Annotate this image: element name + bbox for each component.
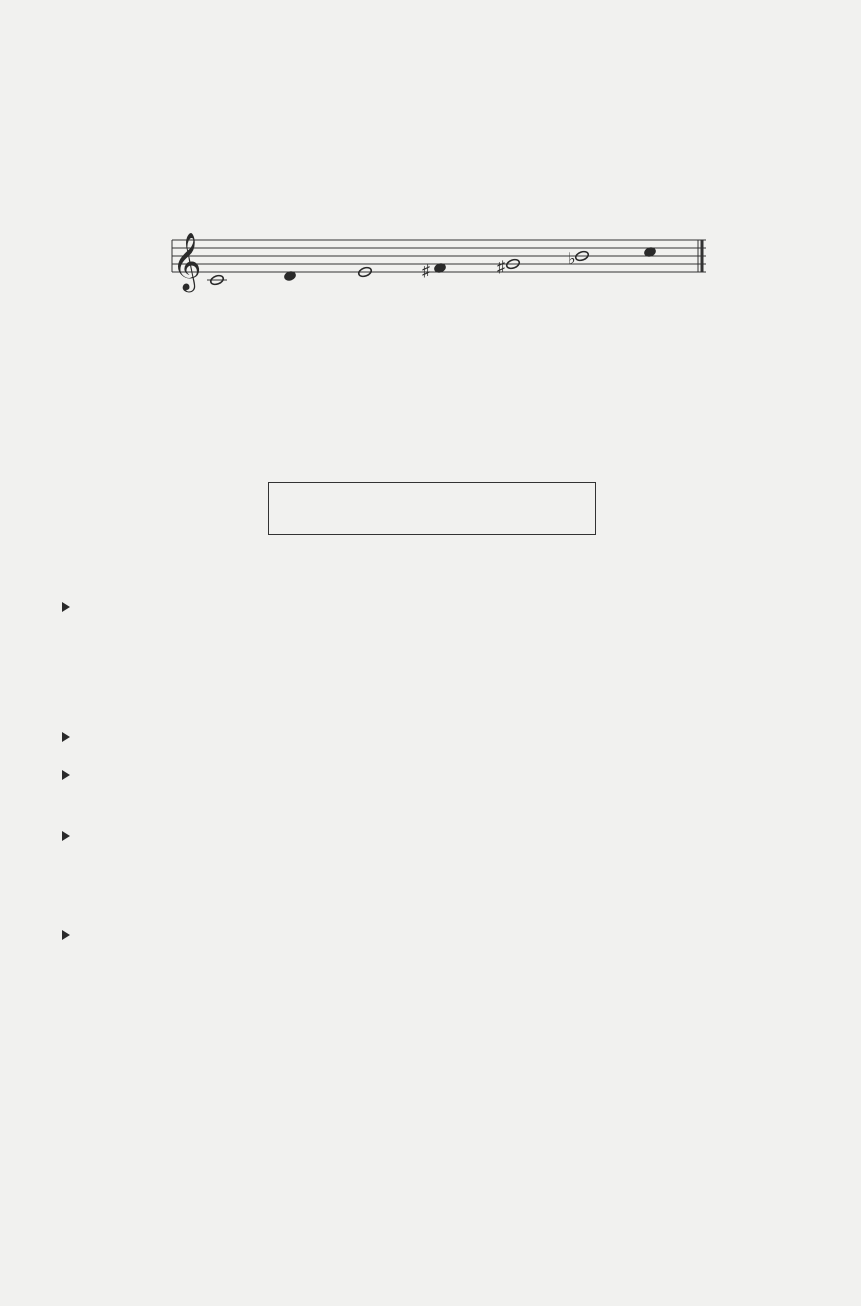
flat-bb: ♭ bbox=[568, 251, 576, 268]
bullet-triangle-icon bbox=[62, 831, 70, 841]
music-staff bbox=[160, 220, 720, 320]
bullet-triangle-icon bbox=[62, 930, 70, 940]
chord-box bbox=[268, 482, 596, 535]
bullet-triangle-icon bbox=[62, 732, 70, 742]
sharp-fs: ♯ bbox=[422, 263, 430, 280]
treble-clef-icon: 𝄞 bbox=[172, 232, 202, 290]
bullet-triangle-icon bbox=[62, 602, 70, 612]
notes bbox=[207, 246, 657, 286]
bullet-triangle-icon bbox=[62, 770, 70, 780]
sharp-gs: ♯ bbox=[497, 259, 505, 276]
